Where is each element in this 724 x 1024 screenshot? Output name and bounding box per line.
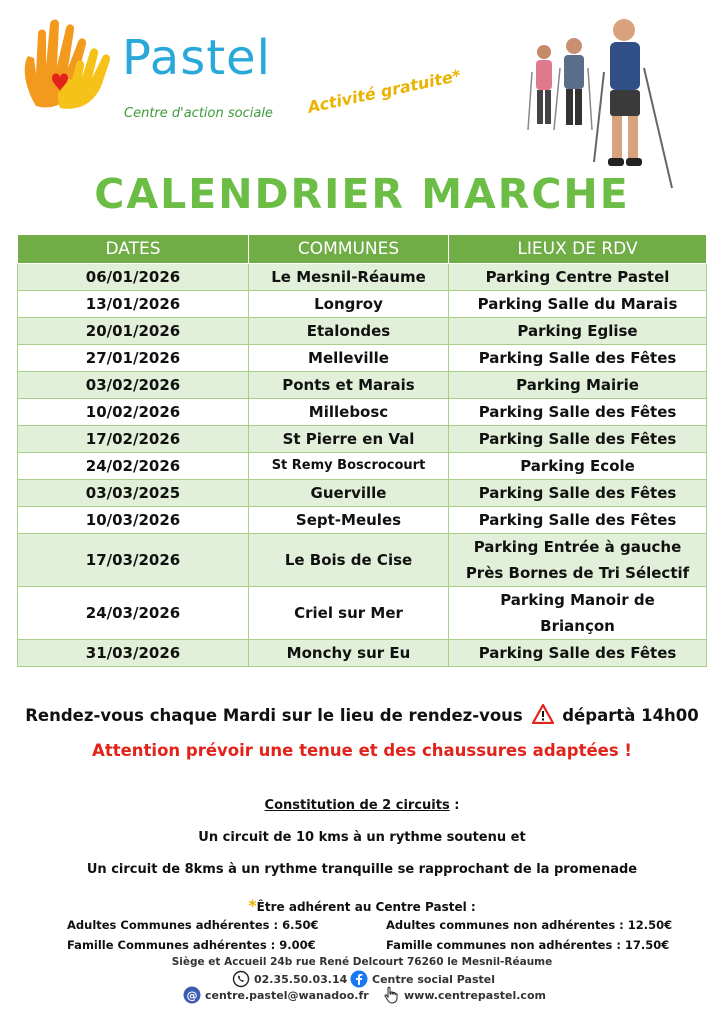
cell-lieu: Parking Salle du Marais bbox=[449, 291, 707, 318]
table-row bbox=[18, 345, 707, 372]
table-row bbox=[18, 426, 707, 453]
price-adult-member: Adultes Communes adhérentes : 6.50€ bbox=[67, 918, 319, 932]
svg-text:@: @ bbox=[186, 989, 198, 1002]
column-header-lieux: LIEUX DE RDV bbox=[449, 235, 707, 264]
free-activity-label: Activité gratuite* bbox=[306, 65, 463, 117]
website-contact[interactable] bbox=[382, 986, 546, 1004]
price-family-member: Famille Communes adhérentes : 9.00€ bbox=[67, 938, 316, 952]
cell-commune: Monchy sur Eu bbox=[249, 640, 449, 667]
cell-commune: Etalondes bbox=[249, 318, 449, 345]
pointer-hand-icon bbox=[382, 986, 400, 1004]
column-header-dates: DATES bbox=[18, 235, 249, 264]
circuits-heading bbox=[0, 798, 724, 813]
cell-date: 10/02/2026 bbox=[18, 399, 249, 426]
cell-date: 24/02/2026 bbox=[18, 453, 249, 480]
cell-lieu: Parking Salle des Fêtes bbox=[449, 507, 707, 534]
email-contact[interactable] bbox=[183, 986, 369, 1004]
cell-lieu: Parking Eglise bbox=[449, 318, 707, 345]
meeting-info bbox=[0, 704, 724, 725]
page-title: CALENDRIER MARCHE bbox=[94, 170, 630, 218]
cell-date: 27/01/2026 bbox=[18, 345, 249, 372]
table-row bbox=[18, 587, 707, 640]
table-row bbox=[18, 534, 707, 587]
cell-date: 24/03/2026 bbox=[18, 587, 249, 640]
cell-lieu: Parking Manoir de Briançon bbox=[449, 587, 707, 640]
phone-number: 02.35.50.03.14 bbox=[254, 972, 348, 986]
cell-lieu: Parking Salle des Fêtes bbox=[449, 345, 707, 372]
table-row bbox=[18, 507, 707, 534]
cell-lieu: Parking Salle des Fêtes bbox=[449, 426, 707, 453]
cell-lieu: Parking Entrée à gauche Près Bornes de Tri Sélectif bbox=[449, 534, 707, 587]
cell-commune: Le Bois de Cise bbox=[249, 534, 449, 587]
circuit-2-text: Un circuit de 8kms à un rythme tranquille se rapprochant de la promenade bbox=[86, 862, 638, 877]
walk-schedule-table bbox=[17, 234, 707, 667]
table-header-row bbox=[18, 235, 707, 264]
cell-commune: Guerville bbox=[249, 480, 449, 507]
asterisk: * bbox=[248, 896, 257, 915]
cell-lieu: Parking Salle des Fêtes bbox=[449, 399, 707, 426]
cell-commune: Criel sur Mer bbox=[249, 587, 449, 640]
hands-logo bbox=[16, 16, 128, 116]
cell-lieu: Parking Salle des Fêtes bbox=[449, 640, 707, 667]
walkers-photo bbox=[520, 12, 680, 192]
website-url: www.centrepastel.com bbox=[404, 988, 546, 1002]
column-header-communes: COMMUNES bbox=[249, 235, 449, 264]
table-row bbox=[18, 480, 707, 507]
depart-text: départà 14h00 bbox=[562, 706, 699, 725]
cell-date: 17/02/2026 bbox=[18, 426, 249, 453]
cell-date: 13/01/2026 bbox=[18, 291, 249, 318]
attention-notice: Attention prévoir une tenue et des chaussures adaptées ! bbox=[92, 741, 632, 760]
cell-commune: St Pierre en Val bbox=[249, 426, 449, 453]
table-row bbox=[18, 318, 707, 345]
table-row bbox=[18, 453, 707, 480]
price-adult-nonmember: Adultes communes non adhérentes : 12.50€ bbox=[386, 918, 673, 932]
cell-commune: Longroy bbox=[249, 291, 449, 318]
address: Siège et Accueil 24b rue René Delcourt 76260 le Mesnil-Réaume bbox=[171, 956, 553, 968]
email-address: centre.pastel@wanadoo.fr bbox=[205, 988, 369, 1002]
rdv-text: Rendez-vous chaque Mardi sur le lieu de rendez-vous bbox=[25, 706, 523, 725]
table-row bbox=[18, 640, 707, 667]
cell-commune: St Remy Boscrocourt bbox=[249, 453, 449, 480]
cell-commune: Millebosc bbox=[249, 399, 449, 426]
cell-lieu: Parking Centre Pastel bbox=[449, 264, 707, 291]
cell-date: 17/03/2026 bbox=[18, 534, 249, 587]
circuits-colon: : bbox=[449, 798, 460, 813]
cell-commune: Melleville bbox=[249, 345, 449, 372]
cell-date: 03/03/2025 bbox=[18, 480, 249, 507]
cell-lieu: Parking Mairie bbox=[449, 372, 707, 399]
table-row bbox=[18, 372, 707, 399]
cell-date: 20/01/2026 bbox=[18, 318, 249, 345]
circuits-title: Constitution de 2 circuits bbox=[264, 798, 450, 813]
table-row bbox=[18, 264, 707, 291]
cell-date: 31/03/2026 bbox=[18, 640, 249, 667]
cell-lieu: Parking Ecole bbox=[449, 453, 707, 480]
at-icon bbox=[183, 986, 201, 1004]
membership-note bbox=[0, 896, 724, 915]
cell-date: 06/01/2026 bbox=[18, 264, 249, 291]
membership-text: Être adhérent au Centre Pastel : bbox=[256, 900, 476, 914]
circuit-1-text: Un circuit de 10 kms à un rythme soutenu et bbox=[198, 830, 526, 845]
cell-lieu: Parking Salle des Fêtes bbox=[449, 480, 707, 507]
brand-name: Pastel bbox=[122, 30, 271, 86]
facebook-page: Centre social Pastel bbox=[372, 972, 495, 986]
cell-commune: Ponts et Marais bbox=[249, 372, 449, 399]
table-row bbox=[18, 291, 707, 318]
cell-date: 03/02/2026 bbox=[18, 372, 249, 399]
brand-subtitle: Centre d'action sociale bbox=[124, 106, 273, 121]
cell-commune: Sept-Meules bbox=[249, 507, 449, 534]
cell-date: 10/03/2026 bbox=[18, 507, 249, 534]
cell-commune: Le Mesnil-Réaume bbox=[249, 264, 449, 291]
table-row bbox=[18, 399, 707, 426]
warning-icon bbox=[532, 704, 554, 724]
price-family-nonmember: Famille communes non adhérentes : 17.50€ bbox=[386, 938, 670, 952]
